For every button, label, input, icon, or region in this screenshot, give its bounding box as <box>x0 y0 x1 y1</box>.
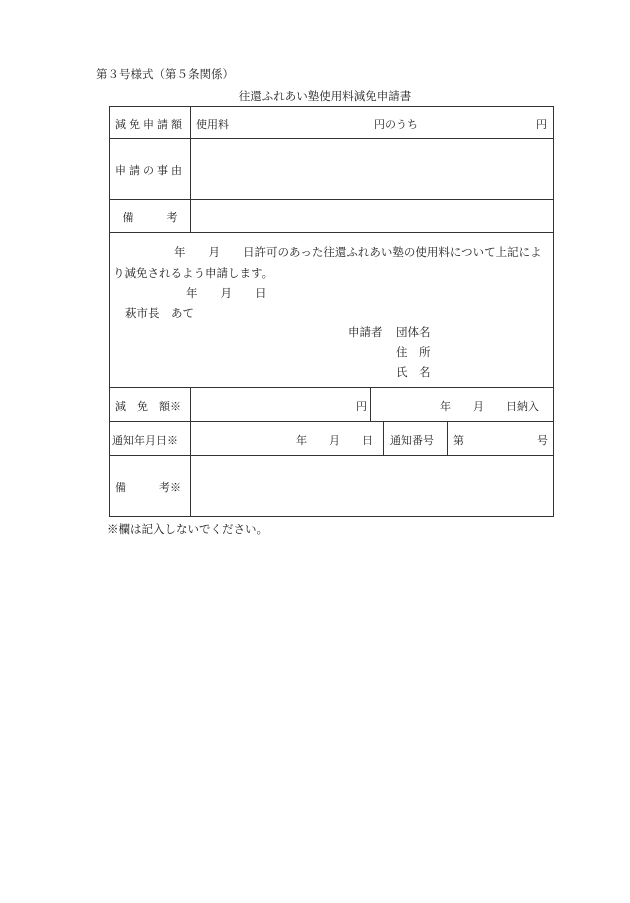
name-label: 氏 名 <box>396 365 431 379</box>
reduced-amount-yen: 円 <box>356 400 367 413</box>
application-statement-line2: り減免されるよう申請します。 <box>113 266 274 280</box>
remarks-label: 備 考 <box>122 211 178 224</box>
reason-field[interactable] <box>194 142 549 195</box>
address-label: 住 所 <box>396 345 431 359</box>
notice-number-suffix: 号 <box>537 434 548 447</box>
page-title: 往還ふれあい塾使用料減免申請書 <box>238 89 412 103</box>
footnote: ※欄は記入しないでください。 <box>107 522 268 536</box>
addressee: 萩市長 あて <box>125 306 194 320</box>
reason-label: 申請の事由 <box>115 164 185 177</box>
reduction-request-label: 減免申請額 <box>115 118 185 131</box>
fee-label: 使用料 <box>196 118 229 131</box>
application-date: 年 月 日 <box>186 286 267 300</box>
address-field[interactable] <box>436 340 548 358</box>
reduction-amount-field[interactable] <box>420 110 532 132</box>
notice-number-label: 通知番号 <box>390 434 434 447</box>
office-remarks-label: 備 考※ <box>115 481 181 494</box>
payment-date: 年 月 日納入 <box>440 400 539 413</box>
form-number: 第３号様式（第５条関係） <box>96 67 234 81</box>
notice-number-prefix: 第 <box>453 434 464 447</box>
notice-date-label: 通知年月日※ <box>112 434 178 447</box>
org-name-label: 団体名 <box>396 325 431 339</box>
name-field[interactable] <box>436 360 548 378</box>
applicant-label: 申請者 <box>348 325 383 339</box>
notice-date-value: 年 月 日 <box>296 434 373 447</box>
fee-amount-field[interactable] <box>230 110 370 132</box>
remarks-field[interactable] <box>194 203 549 228</box>
reduction-request-yen: 円 <box>536 118 547 131</box>
application-statement-line1: 年 月 日許可のあった往還ふれあい塾の使用料について上記によ <box>174 245 542 259</box>
of-which-label: 円のうち <box>374 118 418 131</box>
reduced-amount-label: 減 免 額※ <box>115 400 181 413</box>
org-name-field[interactable] <box>436 320 548 338</box>
